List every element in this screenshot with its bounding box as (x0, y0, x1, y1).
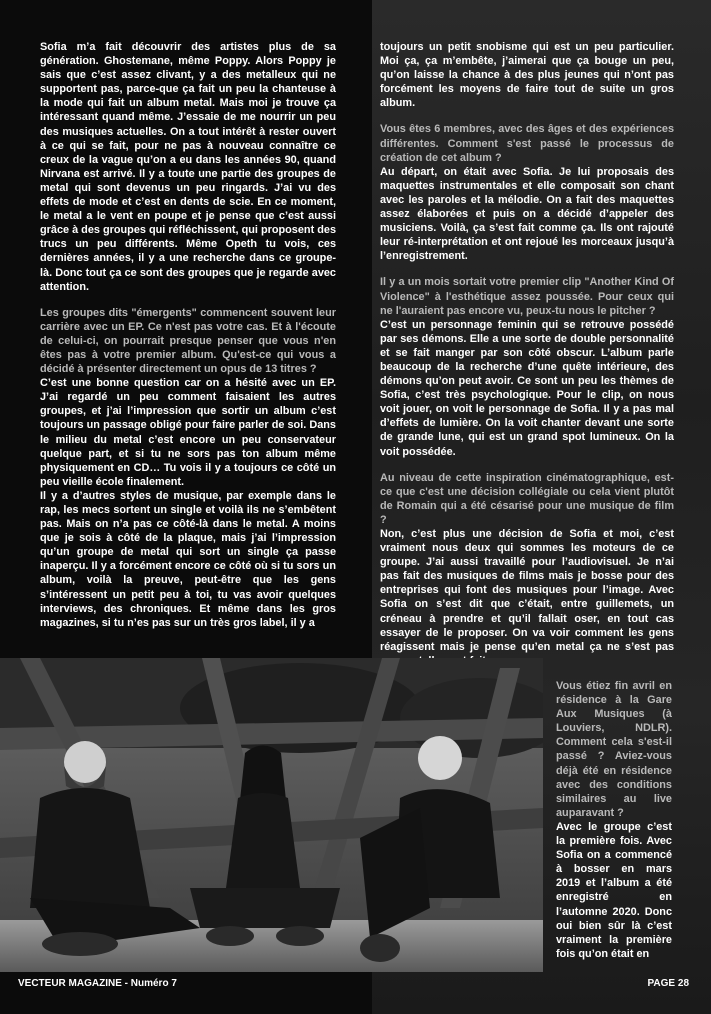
answer: C’est un personnage feminin qui se retrouve possédé par ses démons. Elle a une sorte de double personnalité et se fait manger par son côté obscur. L’album parle beaucoup de la recherche d’une quête intérieure, des démons qu’on peut avoir. Ce sont un peu les thèmes de Sofia, c’est très psychologique. Pour le clip, on nous voit jouer, on voit le personnage de Sofia. Il y a pas mal d’effets de lumière. On la voit chanter devant une sorte de grande lune, qui est un grand spot lumineux. On la voit possédée. (380, 318, 674, 458)
question: Au niveau de cette inspiration cinématographique, est-ce que c'est une décision collégiale ou cela vient plutôt de Romain qui a été césarisé pour une musique de film ? (380, 471, 674, 526)
question: Vous étiez fin avril en résidence à la Gare Aux Musiques (à Louviers, NDLR). Comment cela s'est-il passé ? Aviez-vous déjà été en résidence avec des conditions similaires au live auparavant ? (556, 680, 672, 819)
left-column (40, 40, 336, 630)
page-number: PAGE 28 (647, 978, 689, 989)
question: Il y a un mois sortait votre premier clip "Another Kind Of Violence" à l'esthétique assez poussée. Pour ceux qui ne l'auraient pas encore vu, peux-tu nous le pitcher ? (380, 276, 674, 317)
answer: C’est une bonne question car on a hésité avec un EP. J’ai regardé un peu comment faisaient les autres groupes, et j’ai l’impression que sortir un album c’est toujours un passage obligé pour faire parler de soi. Dans le milieu du metal c’est encore un peu conservateur quelque part, et si tu ne sors pas ton album même physiquement en CD… Tu vois il y a toujours ce côté un peu vieille école finalement. (40, 377, 336, 488)
magazine-footer: VECTEUR MAGAZINE - Numéro 7 (18, 978, 177, 989)
question: Les groupes dits "émergents" commencent souvent leur carrière avec un EP. Ce n'est pas votre cas. Et à l'écoute de celui-ci, on pourrait presque penser que vous n'en êtes pas à votre premier album. Qu'est-ce qui vous a décidé à présenter directement un opus de 13 titres ? (40, 306, 336, 376)
answer: Il y a d’autres styles de musique, par exemple dans le rap, les mecs sortent un single et voilà ils ne s’embêtent pas. Mais on n’a pas ce côté-là dans le metal. A moins que je sois à côté de la plaque, mais j’ai l’impression qu’un groupe de metal qui sort un single ça passe inaperçu. Il y a forcément encore ce côté où si tu sors un album, voilà la preuve, peut-être que les gens s’intéressent un petit peu à toi, tu vas avoir quelques interviews, des chroniques. Et même dans les gros magazines, si tu n’es pas sur un très gros label, il y a (40, 489, 336, 629)
answer: Au départ, on était avec Sofia. Je lui proposais des maquettes instrumentales et elle composait son chant avec les paroles et la mélodie. On a fait des maquettes assez élaborées et puis on a décidé d’appeler des musiciens. Voilà, ça s’est fait comme ça. Ils ont rajouté leur ré-interprétation et ont rejoué les morceaux jusqu’à l’enregistrement. (380, 165, 674, 263)
question: Vous êtes 6 membres, avec des âges et des expériences différentes. Comment s'est passé le processus de création de cet album ? (380, 123, 674, 164)
answer: Avec le groupe c’est la première fois. Avec Sofia on a commencé à bosser en mars 2019 et l’album a été enregistré en l’automne 2020. Donc oui bien sûr là c’est vraiment la première fois qu’on était en (556, 820, 672, 960)
right-column (380, 40, 674, 668)
narrow-column (556, 679, 672, 961)
band-photo (0, 658, 543, 972)
paragraph: toujours un petit snobisme qui est un peu particulier. Moi ça, ça m’embête, j’aimerai que ça bouge un peu, qu’on laisse la chance à des plus jeunes qui n’ont pas forcément les moyens de faire tout de suite un gros album. (380, 41, 674, 110)
paragraph: Sofia m’a fait découvrir des artistes plus de sa génération. Ghostemane, même Poppy. Alors Poppy je sais que c’est assez clivant, y a des metalleux qui ne supportent pas, parce-que ça fait un peu la chanteuse à la mode qui fait un album metal. Mais moi je trouve ça intéressant quand même. J’essaie de me nourrir un peu des musiques actuelles. On a tout intérêt à rester ouvert à ce qui se fait, pour ne pas à nouveau connaître ce creux de la vague qu’on a eu dans les années 90, quand Nirvana est arrivé. Il y a toute une partie des groupes de metal qui sont devenus un peu ringards. J’ai vu des effets de mode et c’est en dents de scie. En ce moment, le metal a le vent en poupe et je pense que c’est aussi grâce à des groupes qui réfléchissent, qui proposent des trucs un peu différents. Même Opeth tu vois, ces dernières années, il y a une recherche dans ce groupe-là. Donc tout ça ce sont des groupes que je regarde avec attention. (40, 41, 336, 293)
answer: Non, c’est plus une décision de Sofia et moi, c’est vraiment nous deux qui sommes les moteurs de ce groupe. J’ai aussi travaillé pour l’audiovisuel. Je n’ai pas fait des musiques de films mais je bosse pour des entreprises qui font des musiques pour l’image. Avec Sofia on s’est dit que c’était, entre guillemets, un créneau à prendre et qu’il fallait oser, en tout cas essayer de le proposer. On va voir comment les gens réagissent mais je pense qu’en metal ça ne s’est pas (380, 528, 674, 653)
